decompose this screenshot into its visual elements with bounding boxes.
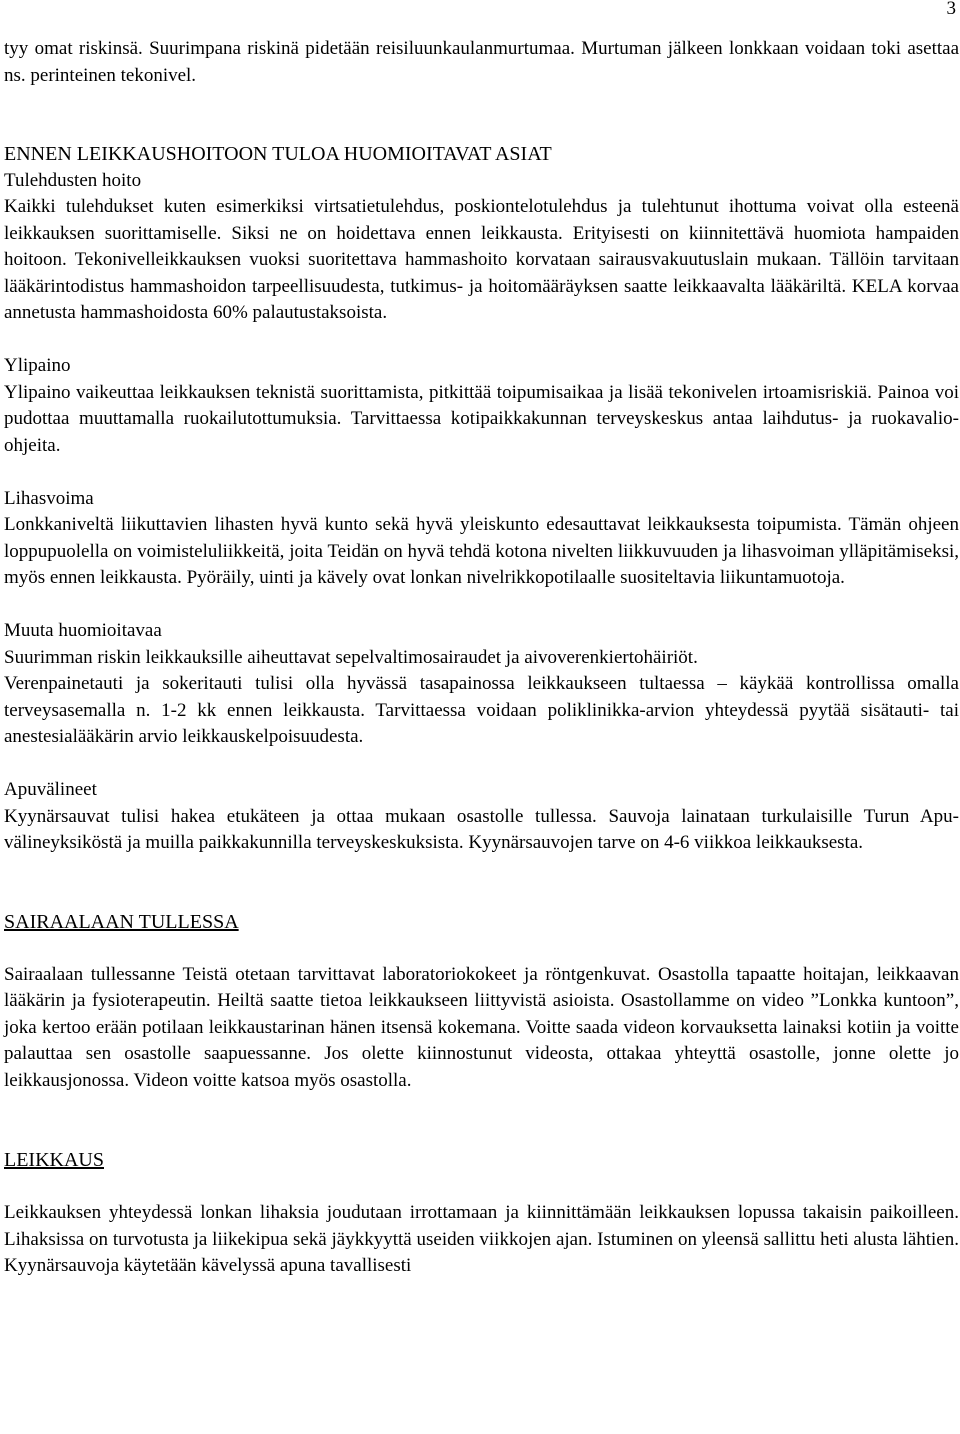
paragraph-overweight: Ylipaino vaikeuttaa leikkauksen teknistä suorittamista, pitkittää toipumisaikaa ja lisää tekonivelen irtoamisriskiä. Painoa voi pudottaa muuttamalla ruokailutottumuksia. Tarvittaessa kotipaikkakunnan terveyskeskus antaa laihdutus- ja ruokavalio-ohjeita. bbox=[4, 381, 959, 456]
heading-other-considerations: Muuta huomioitavaa bbox=[4, 620, 162, 641]
paragraph-muscle-strength: Lonkkaniveltä liikuttavien lihasten hyvä kunto sekä hyvä yleiskunto edesauttavat leikkauksesta toipumista. Tämän ohjeen loppupuolella on voimisteluliikkeitä, joita Teidän on hyvä tehdä kotona nivelten liikkuvuuden ja lihasvoiman ylläpitämiseksi, myös ennen leikkausta. Pyöräily, uinti ja kävely ovat lonkan nivelrikkopotilaalle suositeltavia liikuntamuotoja. bbox=[4, 514, 959, 588]
spacer bbox=[4, 1094, 959, 1147]
spacer bbox=[4, 459, 959, 486]
paragraph-other-considerations-2: Verenpainetauti ja sokeritauti tulisi olla hyvässä tasapainossa leikkaukseen tultaessa – käykää kontrollissa omalla terveysasemalla n. 1-2 kk ennen leikkausta. Tarvittaessa voidaan poliklinikka-arvion yhteydessä pyytää sisätauti- tai anestesialääkärin arvio leikkauskelpoisuudesta. bbox=[4, 673, 959, 747]
spacer bbox=[4, 1174, 959, 1201]
section-title-surgery: LEIKKAUS bbox=[4, 1149, 104, 1171]
paragraph-arriving-hospital: Sairaalaan tullessanne Teistä otetaan tarvittavat laboratoriokokeet ja röntgenkuvat. Osastolla tapaatte hoitajan, leikkaavan lääkärin ja fysioterapeutin. Heiltä saatte tietoa leikkaukseen liittyvistä asioista. Osastollamme on video ”Lonkka kuntoon”, joka kertoo erään potilaan leikkaustarinan hänen itsensä kokemana. Voitte saada videon korvauksetta lainaksi kotiin ja voitte palauttaa sen osastolle saapuessanne. Jos olette kiinnostunut videosta, ottakaa yhteyttä osastolle, jonne olette jo leikkausjonossa. Videon voitte katsoa myös osastolla. bbox=[4, 963, 959, 1091]
spacer bbox=[4, 751, 959, 778]
paragraph-other-considerations-1: Suurimman riskin leikkauksille aiheuttavat sepelvaltimosairaudet ja aivoverenkiertohäiriöt. bbox=[4, 646, 698, 668]
heading-overweight: Ylipaino bbox=[4, 355, 71, 376]
paragraph-aids: Kyynärsauvat tulisi hakea etukäteen ja ottaa mukaan osastolle tullessa. Sauvoja lainataan turkulaisille Turun Apu-välineyksiköstä ja muilla paikkakunnilla terveyskeskuksista. Kyynärsauvojen tarve on 4-6 viikkoa leikkauksesta. bbox=[4, 805, 959, 853]
spacer bbox=[4, 935, 959, 962]
section-title-arriving-hospital: SAIRAALAAN TULLESSA bbox=[4, 910, 239, 933]
paragraph-infections: Kaikki tulehdukset kuten esimerkiksi virtsatietulehdus, poskiontelotulehdus ja tulehtunut ihottuma voivat olla esteenä leikkauksen suorittamiselle. Siksi ne on hoidettava ennen leikkausta. Erityisesti on kiinnitettävä huomiota hampaiden hoitoon. Tekonivelleikkauksen vuoksi suoritettava hammashoito korvataan sairausvakuutuslain mukaan. Tällöin tarvitaan lääkärintodistus hammashoidon tarpeellisuudesta, tutkimus- ja hoitomääräyksen saatte leikkaavalta lääkäriltä. KELA korvaa annetusta hammashoidosta 60% palautustaksoista. bbox=[4, 196, 959, 323]
page-number: 3 bbox=[946, 0, 956, 19]
heading-infections: Tulehdusten hoito bbox=[4, 169, 142, 191]
intro-paragraph: tyy omat riskinsä. Suurimpana riskinä pidetään reisiluunkaulanmurtumaa. Murtuman jälkeen lonkkaan voidaan toki asettaa ns. perinteinen tekonivel. bbox=[4, 38, 959, 86]
spacer bbox=[4, 327, 959, 354]
section-title-before-surgery: ENNEN LEIKKAUSHOITOON TULOA HUOMIOITAVAT ASIAT bbox=[4, 143, 552, 165]
spacer bbox=[4, 592, 959, 619]
paragraph-surgery: Leikkauksen yhteydessä lonkan lihaksia joudutaan irrottamaan ja kiinnittämään leikkauksen lopussa takaisin paikoilleen. Lihaksissa on turvotusta ja liikekipua sekä jäykkyyttä useiden viikkojen ajan. Istuminen on yleensä sallittu heti alusta lähtien. Kyynärsauvoja käytetään kävelyssä apuna tavallisesti bbox=[4, 1202, 959, 1276]
heading-muscle-strength: Lihasvoima bbox=[4, 487, 94, 509]
spacer bbox=[4, 857, 959, 909]
document-body bbox=[4, 36, 959, 1280]
spacer bbox=[4, 89, 959, 141]
heading-aids: Apuvälineet bbox=[4, 779, 97, 800]
